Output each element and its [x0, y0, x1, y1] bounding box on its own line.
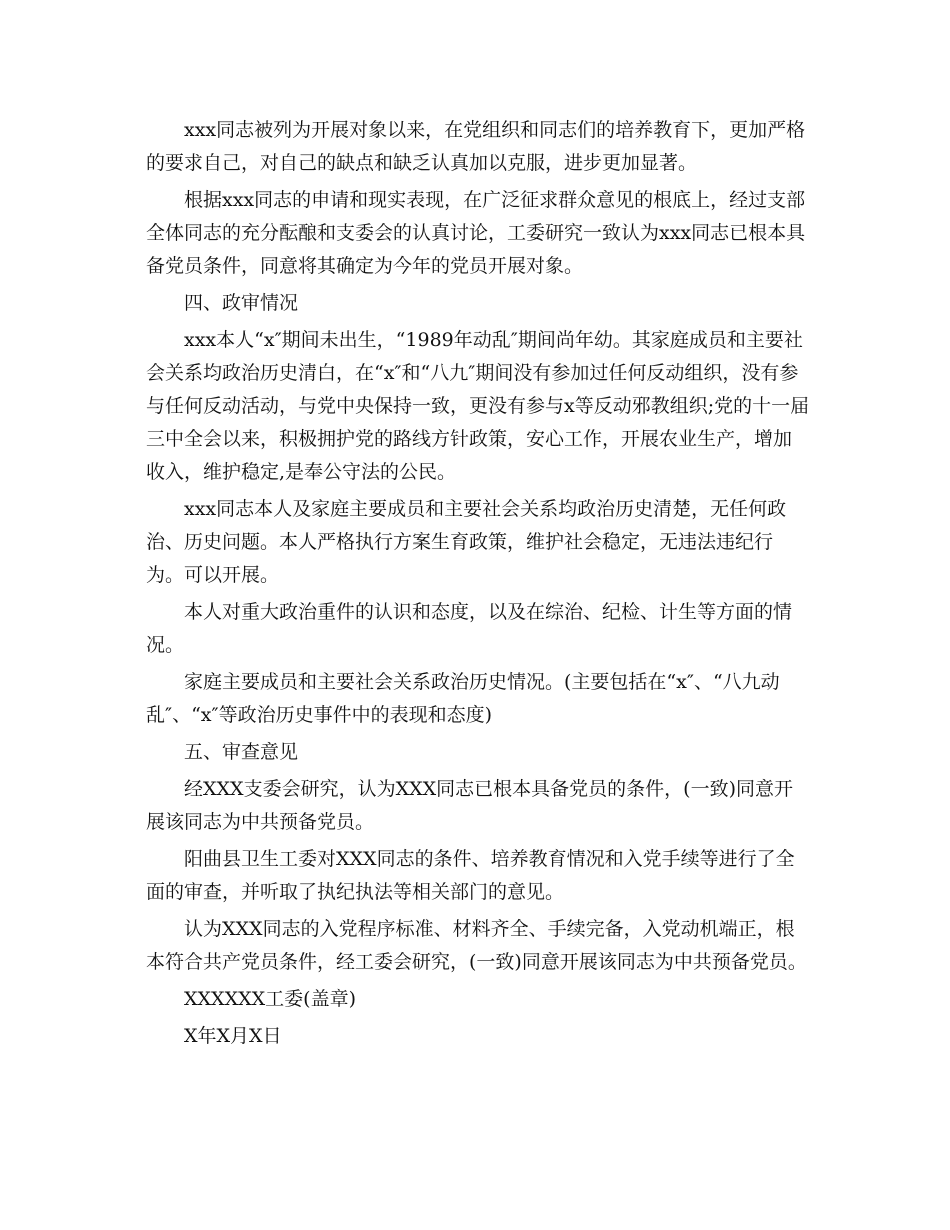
section-heading-review-opinion: 五、审查意见 — [184, 741, 299, 763]
signature-seal: XXXXXX工委(盖章) — [184, 988, 356, 1010]
paragraph-political-history: xxx本人“x″期间未出生，“1989年动乱″期间尚年幼。其家庭成员和主要社会关系均政治历史清白，在“x″和“八九″期间没有参加过任何反动组织，没有参与任何反动活动，与党中央保持一致，更没有参与x等反动邪教组织;党的十一届三中全会以来，积极拥护党的路线方针政策，安心工作，开展农业生产，增加收入，维护稳定,是奉公守法的公民。 — [146, 329, 810, 483]
signature-date: X年X月X日 — [184, 1025, 282, 1047]
section-heading-political-review: 四、政审情况 — [184, 292, 299, 314]
paragraph-conclusion: 认为XXX同志的入党程序标准、材料齐全、手续完备，入党动机端正，根本符合共产党员条件，经工委会研究，(一致)同意开展该同志为中共预备党员。 — [146, 918, 807, 973]
paragraph-attitude: 本人对重大政治重件的认识和态度，以及在综治、纪检、计生等方面的情况。 — [146, 601, 793, 656]
paragraph-no-issues: xxx同志本人及家庭主要成员和主要社会关系均政治历史清楚，无任何政治、历史问题。本人严格执行方案生育政策，维护社会稳定，无违法违纪行为。可以开展。 — [146, 498, 787, 586]
paragraph-determination: 根据xxx同志的申请和现实表现，在广泛征求群众意见的根底上，经过支部全体同志的充分酝酿和支委会的认真讨论，工委研究一致认为xxx同志已根本具备党员条件，同意将其确定为今年的党员开展对象。 — [146, 189, 806, 277]
document-body — [146, 114, 810, 1057]
paragraph-branch-opinion: 经XXX支委会研究，认为XXX同志已根本具备党员的条件，(一致)同意开展该同志为中共预备党员。 — [146, 778, 793, 833]
paragraph-committee-review: 阳曲县卫生工委对XXX同志的条件、培养教育情况和入党手续等进行了全面的审查，并听取了执纪执法等相关部门的意见。 — [146, 848, 795, 903]
paragraph-intro: xxx同志被列为开展对象以来，在党组织和同志们的培养教育下，更加严格的要求自己，对自己的缺点和缺乏认真加以克服，进步更加显著。 — [146, 119, 806, 174]
paragraph-family-history: 家庭主要成员和主要社会关系政治历史情况。(主要包括在“x″、“八九动乱″、“x″等政治历史事件中的表现和态度) — [146, 671, 780, 726]
